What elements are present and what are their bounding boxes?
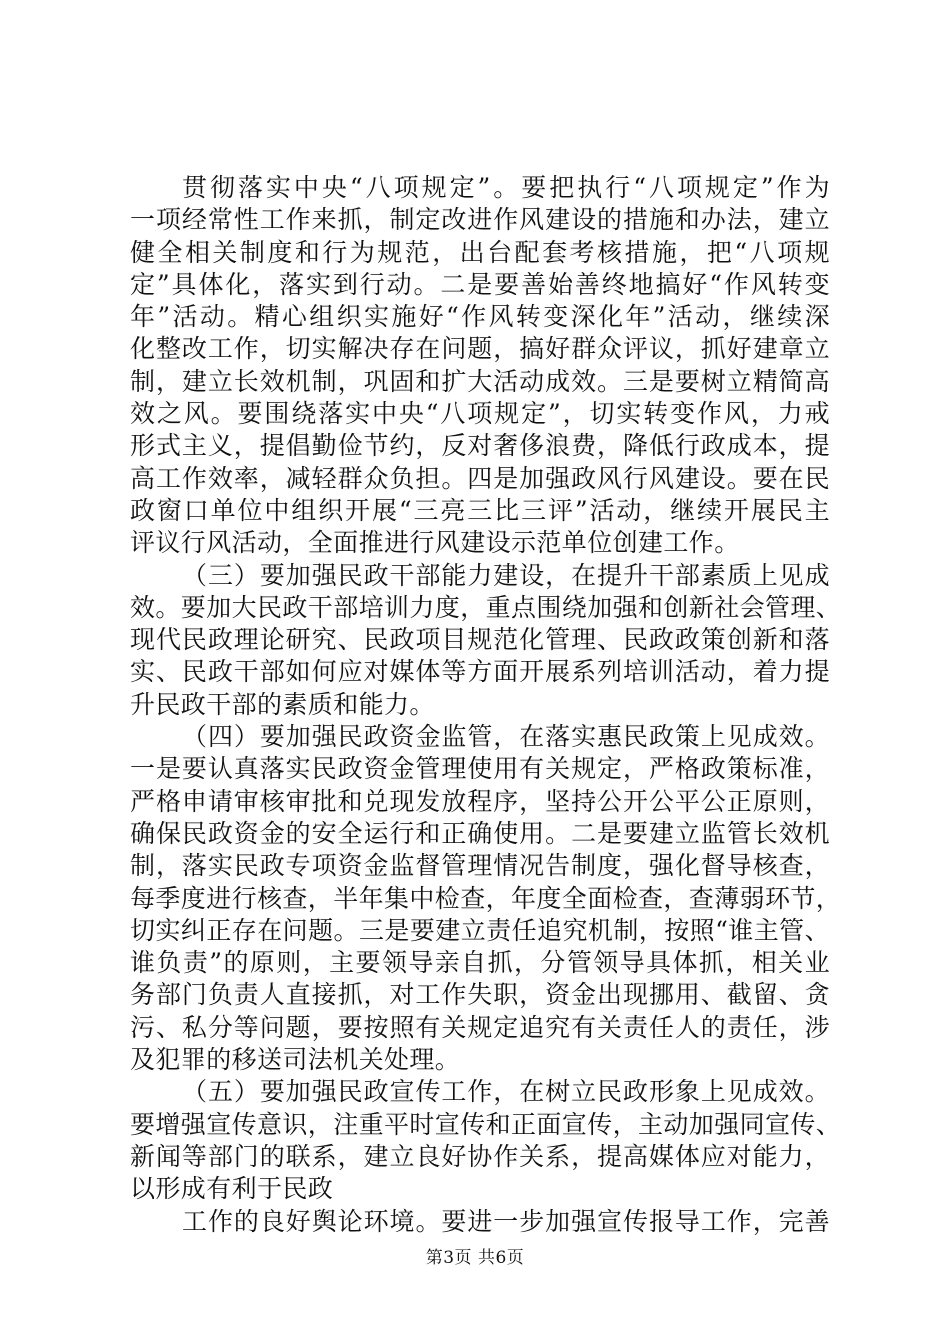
text-line: 一是要认真落实民政资金管理使用有关规定，严格政策标准， xyxy=(130,754,830,784)
text-line: 切实纠正存在问题。三是要建立责任追究机制，按照“谁主管、 xyxy=(130,915,830,945)
text-line: 评议行风活动，全面推进行风建设示范单位创建工作。 xyxy=(130,528,740,558)
text-line: 形式主义，提倡勤俭节约，反对奢侈浪费，降低行政成本，提 xyxy=(130,431,830,461)
text-line: 严格申请审核审批和兑现发放程序，坚持公开公平公正原则， xyxy=(130,786,830,816)
text-line: 新闻等部门的联系，建立良好协作关系，提高媒体应对能力， xyxy=(130,1141,830,1171)
text-line: 谁负责”的原则，主要领导亲自抓，分管领导具体抓，相关业 xyxy=(130,948,830,978)
text-line: 要增强宣传意识，注重平时宣传和正面宣传，主动加强同宣传、 xyxy=(130,1109,842,1139)
text-line: （四）要加强民政资金监管，在落实惠民政策上见成效。 xyxy=(182,722,830,752)
text-line: 污、私分等问题，要按照有关规定追究有关责任人的责任，涉 xyxy=(130,1012,830,1042)
text-line: 实、民政干部如何应对媒体等方面开展系列培训活动，着力提 xyxy=(130,657,830,687)
text-line: 制，落实民政专项资金监督管理情况告制度，强化督导核查， xyxy=(130,851,830,881)
text-line: 效。要加大民政干部培训力度，重点围绕加强和创新社会管理、 xyxy=(130,592,842,622)
text-line: 确保民政资金的安全运行和正确使用。二是要建立监管长效机 xyxy=(130,818,830,848)
text-line: （三）要加强民政干部能力建设，在提升干部素质上见成 xyxy=(182,560,830,590)
text-line: 及犯罪的移送司法机关处理。 xyxy=(130,1045,461,1075)
text-line: 政窗口单位中组织开展“三亮三比三评”活动，继续开展民主 xyxy=(130,495,830,525)
text-line: 升民政干部的素质和能力。 xyxy=(130,689,435,719)
page-footer: 第3页 共6页 xyxy=(425,1248,525,1268)
body-text xyxy=(130,172,842,1238)
text-line: 高工作效率，减轻群众负担。四是加强政风行风建设。要在民 xyxy=(130,463,830,493)
text-line: 效之风。要围绕落实中央“八项规定”，切实转变作风，力戒 xyxy=(130,399,830,429)
text-line: 现代民政理论研究、民政项目规范化管理、民政政策创新和落 xyxy=(130,625,830,655)
text-line: 务部门负责人直接抓，对工作失职，资金出现挪用、截留、贪 xyxy=(130,980,830,1010)
text-line: 工作的良好舆论环境。要进一步加强宣传报导工作，完善 xyxy=(182,1206,830,1236)
text-line: 定”具体化，落实到行动。二是要善始善终地搞好“作风转变 xyxy=(130,269,830,299)
text-line: 以形成有利于民政 xyxy=(130,1174,334,1204)
text-line: 化整改工作，切实解决存在问题，搞好群众评议，抓好建章立 xyxy=(130,334,830,364)
text-line: 制，建立长效机制，巩固和扩大活动成效。三是要树立精简高 xyxy=(130,366,830,396)
text-line: 贯彻落实中央“八项规定”。要把执行“八项规定”作为 xyxy=(182,173,830,202)
text-line: （五）要加强民政宣传工作，在树立民政形象上见成效。 xyxy=(182,1077,830,1107)
text-line: 一项经常性工作来抓，制定改进作风建设的措施和办法，建立 xyxy=(130,205,830,235)
text-line: 每季度进行核查，半年集中检查，年度全面检查，查薄弱环节， xyxy=(130,883,842,913)
text-line: 年”活动。精心组织实施好“作风转变深化年”活动，继续深 xyxy=(130,302,830,332)
text-line: 健全相关制度和行为规范，出台配套考核措施，把“八项规 xyxy=(130,237,830,267)
